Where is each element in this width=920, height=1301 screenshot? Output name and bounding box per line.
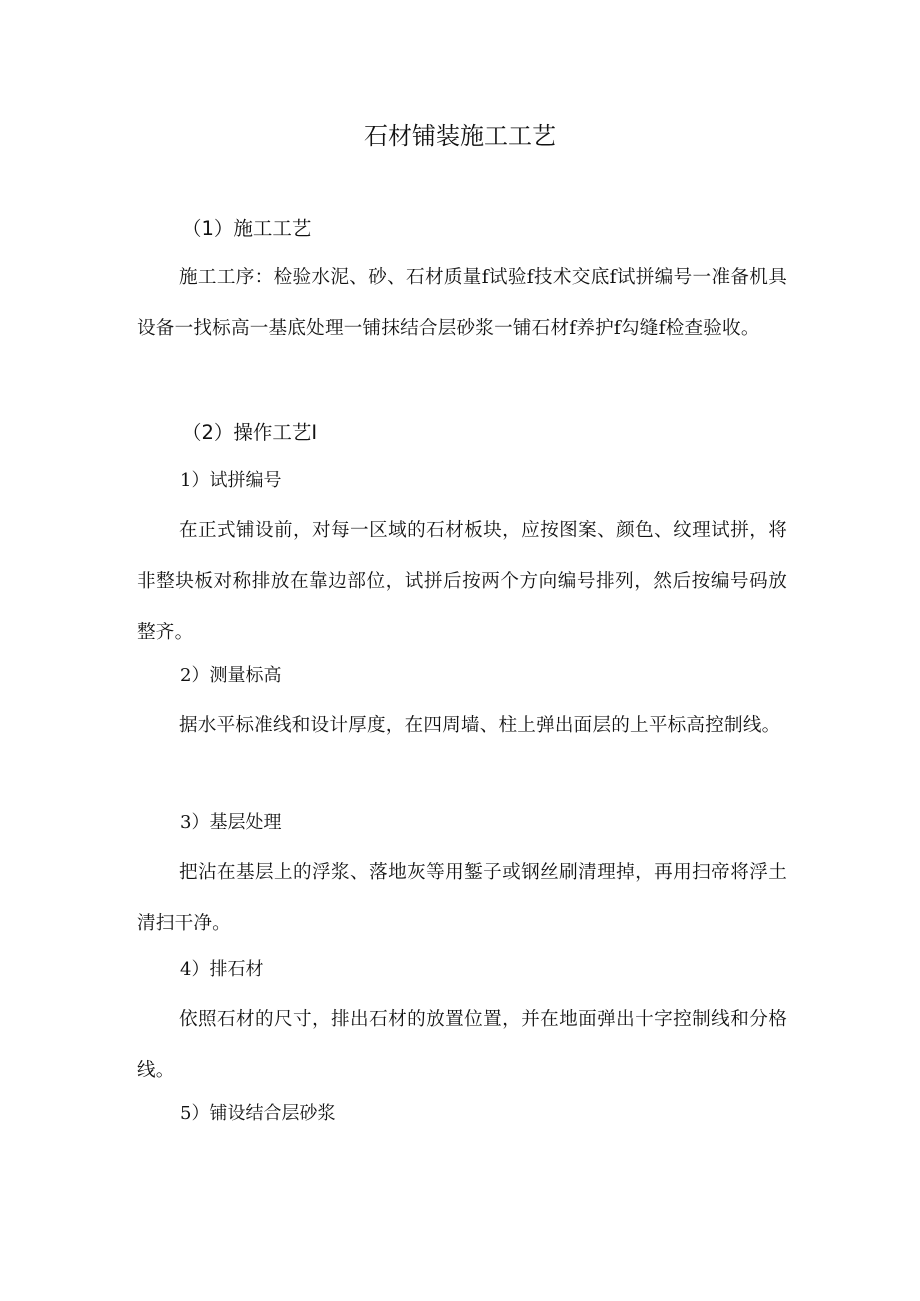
document-title: 石材铺装施工工艺	[364, 122, 556, 150]
step-text-elevation-measurement: 据水平标准线和设计厚度，在四周墙、柱上弹出面层的上平标高控制线。	[179, 715, 781, 736]
step-text-stone-layout: 依照石材的尺寸，排出石材的放置位置，并在地面弹出十字控制线和分格线。	[137, 1009, 787, 1081]
step-label-elevation-measurement: 2）测量标高	[180, 665, 282, 686]
section-heading-operation-process: （2）操作工艺I	[182, 421, 318, 444]
construction-sequence-paragraph: 施工工序：检验水泥、砂、石材质量f试验f技术交底f试拼编号一准备机具设备一找标高一基底处理一铺抹结合层砂浆一铺石材f养护f勾缝f检查验收。	[137, 267, 787, 339]
step-label-bonding-mortar: 5）铺设结合层砂浆	[180, 1103, 336, 1124]
step-text-base-treatment: 把沾在基层上的浮浆、落地灰等用錾子或钢丝刷清理掉，再用扫帝将浮土清扫干净。	[137, 862, 787, 934]
section-heading-construction-process: （1）施工工艺	[182, 217, 312, 240]
step-label-base-treatment: 3）基层处理	[180, 812, 282, 833]
step-label-trial-numbering: 1）试拼编号	[180, 470, 282, 491]
step-text-trial-numbering: 在正式铺设前，对每一区域的石材板块，应按图案、颜色、纹理试拼，将非整块板对称排放在靠边部位，试拼后按两个方向编号排列，然后按编号码放整齐。	[137, 520, 787, 643]
step-label-stone-layout: 4）排石材	[180, 959, 264, 980]
